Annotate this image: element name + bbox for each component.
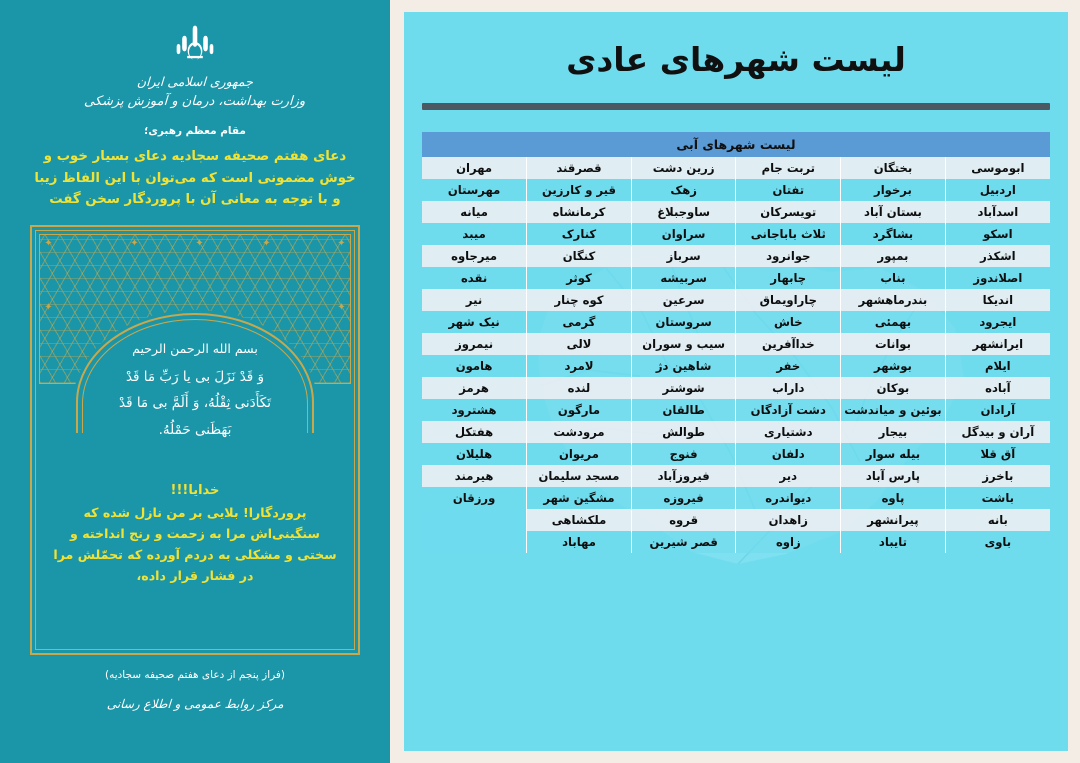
city-cell: اردبیل — [945, 179, 1050, 201]
city-cell: ساوجبلاغ — [631, 201, 736, 223]
corner-ornament-icon: ✦ — [130, 237, 139, 249]
table-row — [422, 399, 1050, 421]
city-cell: مشگین شهر — [527, 487, 632, 509]
arabic-line-2: تَكَأَدَنی ثِقْلُهُ، وَ أَلَمَّ بی مَا قَدْ — [118, 395, 271, 412]
city-cell: تویسرکان — [736, 201, 841, 223]
city-cell: نقده — [422, 267, 527, 289]
city-cell: شاهین دژ — [631, 355, 736, 377]
city-cell: خفر — [736, 355, 841, 377]
city-cell: ایجرود — [945, 311, 1050, 333]
city-cell: مهرستان — [422, 179, 527, 201]
table-row — [422, 531, 1050, 553]
city-cell: جوانرود — [736, 245, 841, 267]
city-cell: اشکذر — [945, 245, 1050, 267]
table-row — [422, 333, 1050, 355]
city-cell — [422, 509, 527, 531]
city-cell: سیب و سوران — [631, 333, 736, 355]
table-row — [422, 377, 1050, 399]
corner-ornament-icon: ✦ — [337, 237, 346, 249]
city-cell: بوئین و میاندشت — [841, 399, 946, 421]
city-cell: کوه چنار — [527, 289, 632, 311]
city-cell: هامون — [422, 355, 527, 377]
city-cell: بیله سوار — [841, 443, 946, 465]
city-cell: بمپور — [841, 245, 946, 267]
city-cell: سروستان — [631, 311, 736, 333]
city-cell: سرباز — [631, 245, 736, 267]
city-cell: بوانات — [841, 333, 946, 355]
city-cell: تایباد — [841, 531, 946, 553]
city-cell: گرمی — [527, 311, 632, 333]
prayer-panel — [0, 0, 390, 763]
city-cell: زهک — [631, 179, 736, 201]
table-row — [422, 267, 1050, 289]
ministry-country-label: جمهوری اسلامی ایران — [136, 74, 254, 89]
city-cell: بوکان — [841, 377, 946, 399]
city-cell: پیرانشهر — [841, 509, 946, 531]
persian-translation — [50, 480, 340, 587]
city-cell: زاوه — [736, 531, 841, 553]
city-cell: کنارک — [527, 223, 632, 245]
city-cell: فنوج — [631, 443, 736, 465]
city-cell: سربیشه — [631, 267, 736, 289]
city-cell: چابهار — [736, 267, 841, 289]
table-row — [422, 355, 1050, 377]
city-cell: تفتان — [736, 179, 841, 201]
table-row — [422, 421, 1050, 443]
city-cell: قروه — [631, 509, 736, 531]
city-cell: دلفان — [736, 443, 841, 465]
cities-table — [422, 132, 1050, 553]
city-cell: هفتکل — [422, 421, 527, 443]
table-row — [422, 311, 1050, 333]
city-cell: آرادان — [945, 399, 1050, 421]
city-cell: کنگان — [527, 245, 632, 267]
table-header-title: لیست شهرهای آبی — [422, 132, 1050, 157]
city-cell: بوشهر — [841, 355, 946, 377]
ornamental-frame — [30, 225, 360, 655]
table-row — [422, 465, 1050, 487]
city-cell: بستان آباد — [841, 201, 946, 223]
city-cell: زرین دشت — [631, 157, 736, 179]
city-cell: برخوار — [841, 179, 946, 201]
city-cell: سرعین — [631, 289, 736, 311]
table-row — [422, 245, 1050, 267]
khodaya-exclamation: خدایا!!! — [170, 482, 220, 498]
city-cell: بشاگرد — [841, 223, 946, 245]
table-row — [422, 487, 1050, 509]
city-cell: آق قلا — [945, 443, 1050, 465]
city-cell: مسجد سلیمان — [527, 465, 632, 487]
city-cell: اسدآباد — [945, 201, 1050, 223]
city-cell: ایرانشهر — [945, 333, 1050, 355]
city-cell: بهمئی — [841, 311, 946, 333]
city-cell: پارس آباد — [841, 465, 946, 487]
city-cell: سراوان — [631, 223, 736, 245]
translation-body: پروردگارا! بلایی بر من نازل شده که سنگینی‌اش مرا به زحمت و رنج انداخته و سختی و مشکلی به دردم آورده که تحمّلش مرا در فشار قرار داده، — [53, 505, 337, 583]
city-cell: ابوموسی — [945, 157, 1050, 179]
city-cell: مرودشت — [527, 421, 632, 443]
city-cell: دیواندره — [736, 487, 841, 509]
city-cell: باوی — [945, 531, 1050, 553]
city-cell: طوالش — [631, 421, 736, 443]
city-cell: قصرقند — [527, 157, 632, 179]
city-cell — [422, 531, 527, 553]
city-cell: باخرز — [945, 465, 1050, 487]
city-cell: بیجار — [841, 421, 946, 443]
city-list-card — [404, 12, 1068, 751]
corner-ornament-icon: ✦ — [262, 237, 271, 249]
city-cell: پاوه — [841, 487, 946, 509]
iran-emblem-icon — [172, 22, 218, 66]
city-cell: زاهدان — [736, 509, 841, 531]
city-cell: هلیلان — [422, 443, 527, 465]
city-cell: نیک شهر — [422, 311, 527, 333]
corner-ornament-icon: ✦ — [337, 301, 346, 313]
city-cell: فیروزآباد — [631, 465, 736, 487]
source-note: (فراز پنجم از دعای هفتم صحیفه سجادیه) — [104, 668, 286, 681]
corner-ornament-icon: ✦ — [44, 301, 53, 313]
arabic-prayer-text — [52, 337, 338, 443]
city-cell: شوشتر — [631, 377, 736, 399]
city-cell: لالی — [527, 333, 632, 355]
city-cell: آران و بیدگل — [945, 421, 1050, 443]
city-cell: دشت آزادگان — [736, 399, 841, 421]
city-cell: طالقان — [631, 399, 736, 421]
city-cell: خاش — [736, 311, 841, 333]
city-cell: فیروزه — [631, 487, 736, 509]
city-cell: ثلاث باباجانی — [736, 223, 841, 245]
city-list-panel — [390, 0, 1080, 763]
city-cell: بناب — [841, 267, 946, 289]
arabic-line-3: بَهَظَنی حَمْلُهُ. — [158, 421, 232, 438]
table-row — [422, 289, 1050, 311]
city-cell: چاراویماق — [736, 289, 841, 311]
city-cell: میانه — [422, 201, 527, 223]
city-cell: دیر — [736, 465, 841, 487]
city-cell: بانه — [945, 509, 1050, 531]
city-cell: نیر — [422, 289, 527, 311]
city-cell: لامرد — [527, 355, 632, 377]
city-cell: خداآفرین — [736, 333, 841, 355]
page-title: لیست شهرهای عادی — [566, 40, 906, 79]
city-cell: تربت جام — [736, 157, 841, 179]
city-cell: مریوان — [527, 443, 632, 465]
city-cell: مهاباد — [527, 531, 632, 553]
arabic-line-1: وَ قَدْ نَزَلَ بی یا رَبِّ مَا قَدْ — [125, 368, 265, 385]
city-cell: ایلام — [945, 355, 1050, 377]
table-header-row — [422, 132, 1050, 157]
city-cell: میبد — [422, 223, 527, 245]
city-cell: مارگون — [527, 399, 632, 421]
table-row — [422, 223, 1050, 245]
corner-ornament-icon: ✦ — [195, 237, 204, 249]
city-cell: نیمروز — [422, 333, 527, 355]
city-cell: باشت — [945, 487, 1050, 509]
city-cell: هرمز — [422, 377, 527, 399]
city-cell: لنده — [527, 377, 632, 399]
title-divider — [422, 103, 1050, 110]
ministry-name-label: وزارت بهداشت، درمان و آموزش پزشکی — [84, 94, 307, 109]
table-row — [422, 201, 1050, 223]
table-row — [422, 179, 1050, 201]
city-cell: میرجاوه — [422, 245, 527, 267]
bismillah-line: بسم الله الرحمن الرحیم — [132, 340, 258, 356]
city-cell: آباده — [945, 377, 1050, 399]
city-cell: اندیکا — [945, 289, 1050, 311]
city-cell: هیرمند — [422, 465, 527, 487]
cities-table-body — [422, 157, 1050, 553]
city-cell: بختگان — [841, 157, 946, 179]
city-cell: کوثر — [527, 267, 632, 289]
corner-ornament-icon: ✦ — [44, 237, 53, 249]
city-cell: دشتیاری — [736, 421, 841, 443]
city-cell: بندرماهشهر — [841, 289, 946, 311]
cities-table-head — [422, 132, 1050, 157]
city-cell: اسکو — [945, 223, 1050, 245]
leader-label: مقام معظم رهبری؛ — [144, 125, 246, 137]
city-cell: داراب — [736, 377, 841, 399]
city-cell: قیر و کارزین — [527, 179, 632, 201]
table-row — [422, 443, 1050, 465]
city-cell: اصلاندوز — [945, 267, 1050, 289]
city-cell: ورزقان — [422, 487, 527, 509]
pr-center-signature: مرکز روابط عمومی و اطلاع رسانی — [106, 696, 284, 711]
leader-quote: دعای هفتم صحیفه سجادیه دعای بسیار خوب و خوش مضمونی است که می‌توان با این الفاظ زیبا و با توجه به معانی آن با پروردگار سخن گفت — [34, 149, 356, 208]
city-cell: کرمانشاه — [527, 201, 632, 223]
table-row — [422, 509, 1050, 531]
city-cell: هشترود — [422, 399, 527, 421]
city-cell: ملکشاهی — [527, 509, 632, 531]
city-cell: مهران — [422, 157, 527, 179]
table-row — [422, 157, 1050, 179]
city-cell: قصر شیرین — [631, 531, 736, 553]
